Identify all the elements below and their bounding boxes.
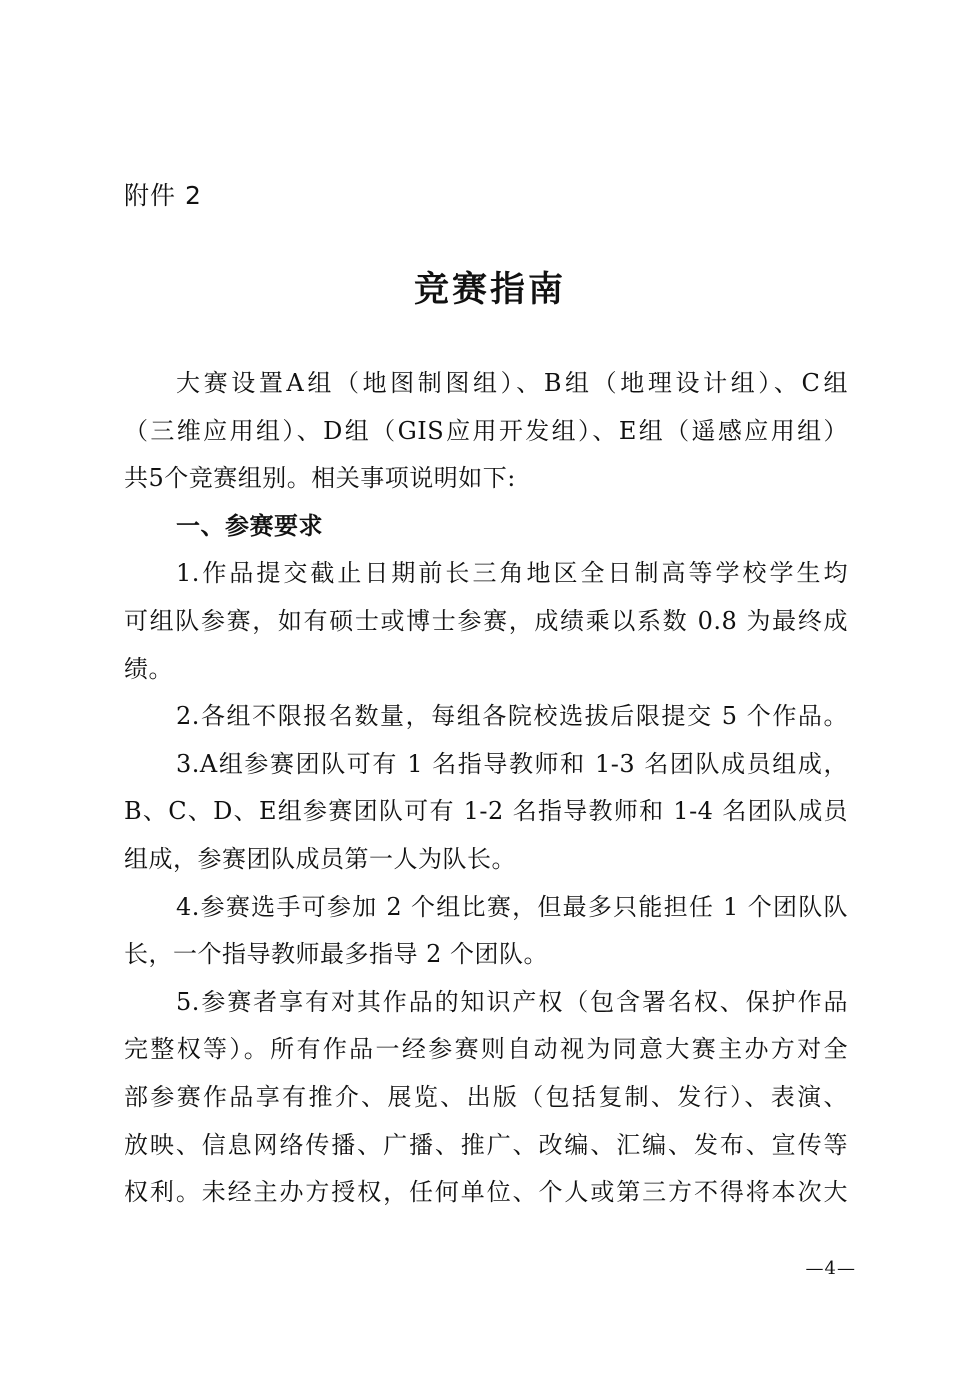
paragraph-line: 大赛设置A组（地图制图组）、B组（地理设计组）、C组 [176,369,848,397]
paragraph-line: 组成，参赛团队成员第一人为队长。 [124,844,516,873]
paragraph-line: 5.参赛者享有对其作品的知识产权（包含署名权、保护作品 [176,987,848,1016]
paragraph-line: （三维应用组）、D组（GIS应用开发组）、E组（遥感应用组） [124,416,848,445]
page-number: —4— [805,1258,856,1279]
paragraph-line: 放映、信息网络传播、广播、推广、改编、汇编、发布、宣传等 [124,1130,848,1159]
section-heading: 一、参赛要求 [176,511,323,540]
attachment-label: 附件 2 [124,181,202,210]
paragraph-line: 1.作品提交截止日期前长三角地区全日制高等学校学生均 [176,559,848,588]
paragraph-line: 3.A组参赛团队可有 1 名指导教师和 1-3 名团队成员组成， [176,749,848,778]
paragraph-line: 4.参赛选手可参加 2 个组比赛，但最多只能担任 1 个团队队 [176,892,848,921]
paragraph-line: 可组队参赛，如有硕士或博士参赛，成绩乘以系数 0.8 为最终成 [124,606,848,635]
paragraph-line: 长，一个指导教师最多指导 2 个团队。 [124,940,549,969]
paragraph-line: B、C、D、E组参赛团队可有 1-2 名指导教师和 1-4 名团队成员 [124,797,848,826]
paragraph-line: 共5个竞赛组别。相关事项说明如下: [124,464,516,493]
paragraph-line: 绩。 [124,654,173,683]
paragraph-line: 完整权等）。所有作品一经参赛则自动视为同意大赛主办方对全 [124,1035,848,1064]
paragraph-line: 2.各组不限报名数量，每组各院校选拔后限提交 5 个作品。 [176,702,848,731]
body-text [124,360,848,1217]
paragraph-line: 权利。未经主办方授权，任何单位、个人或第三方不得将本次大 [124,1178,848,1207]
document-title: 竞赛指南 [413,270,566,310]
paragraph-line: 部参赛作品享有推介、展览、出版（包括复制、发行）、表演、 [124,1082,848,1111]
